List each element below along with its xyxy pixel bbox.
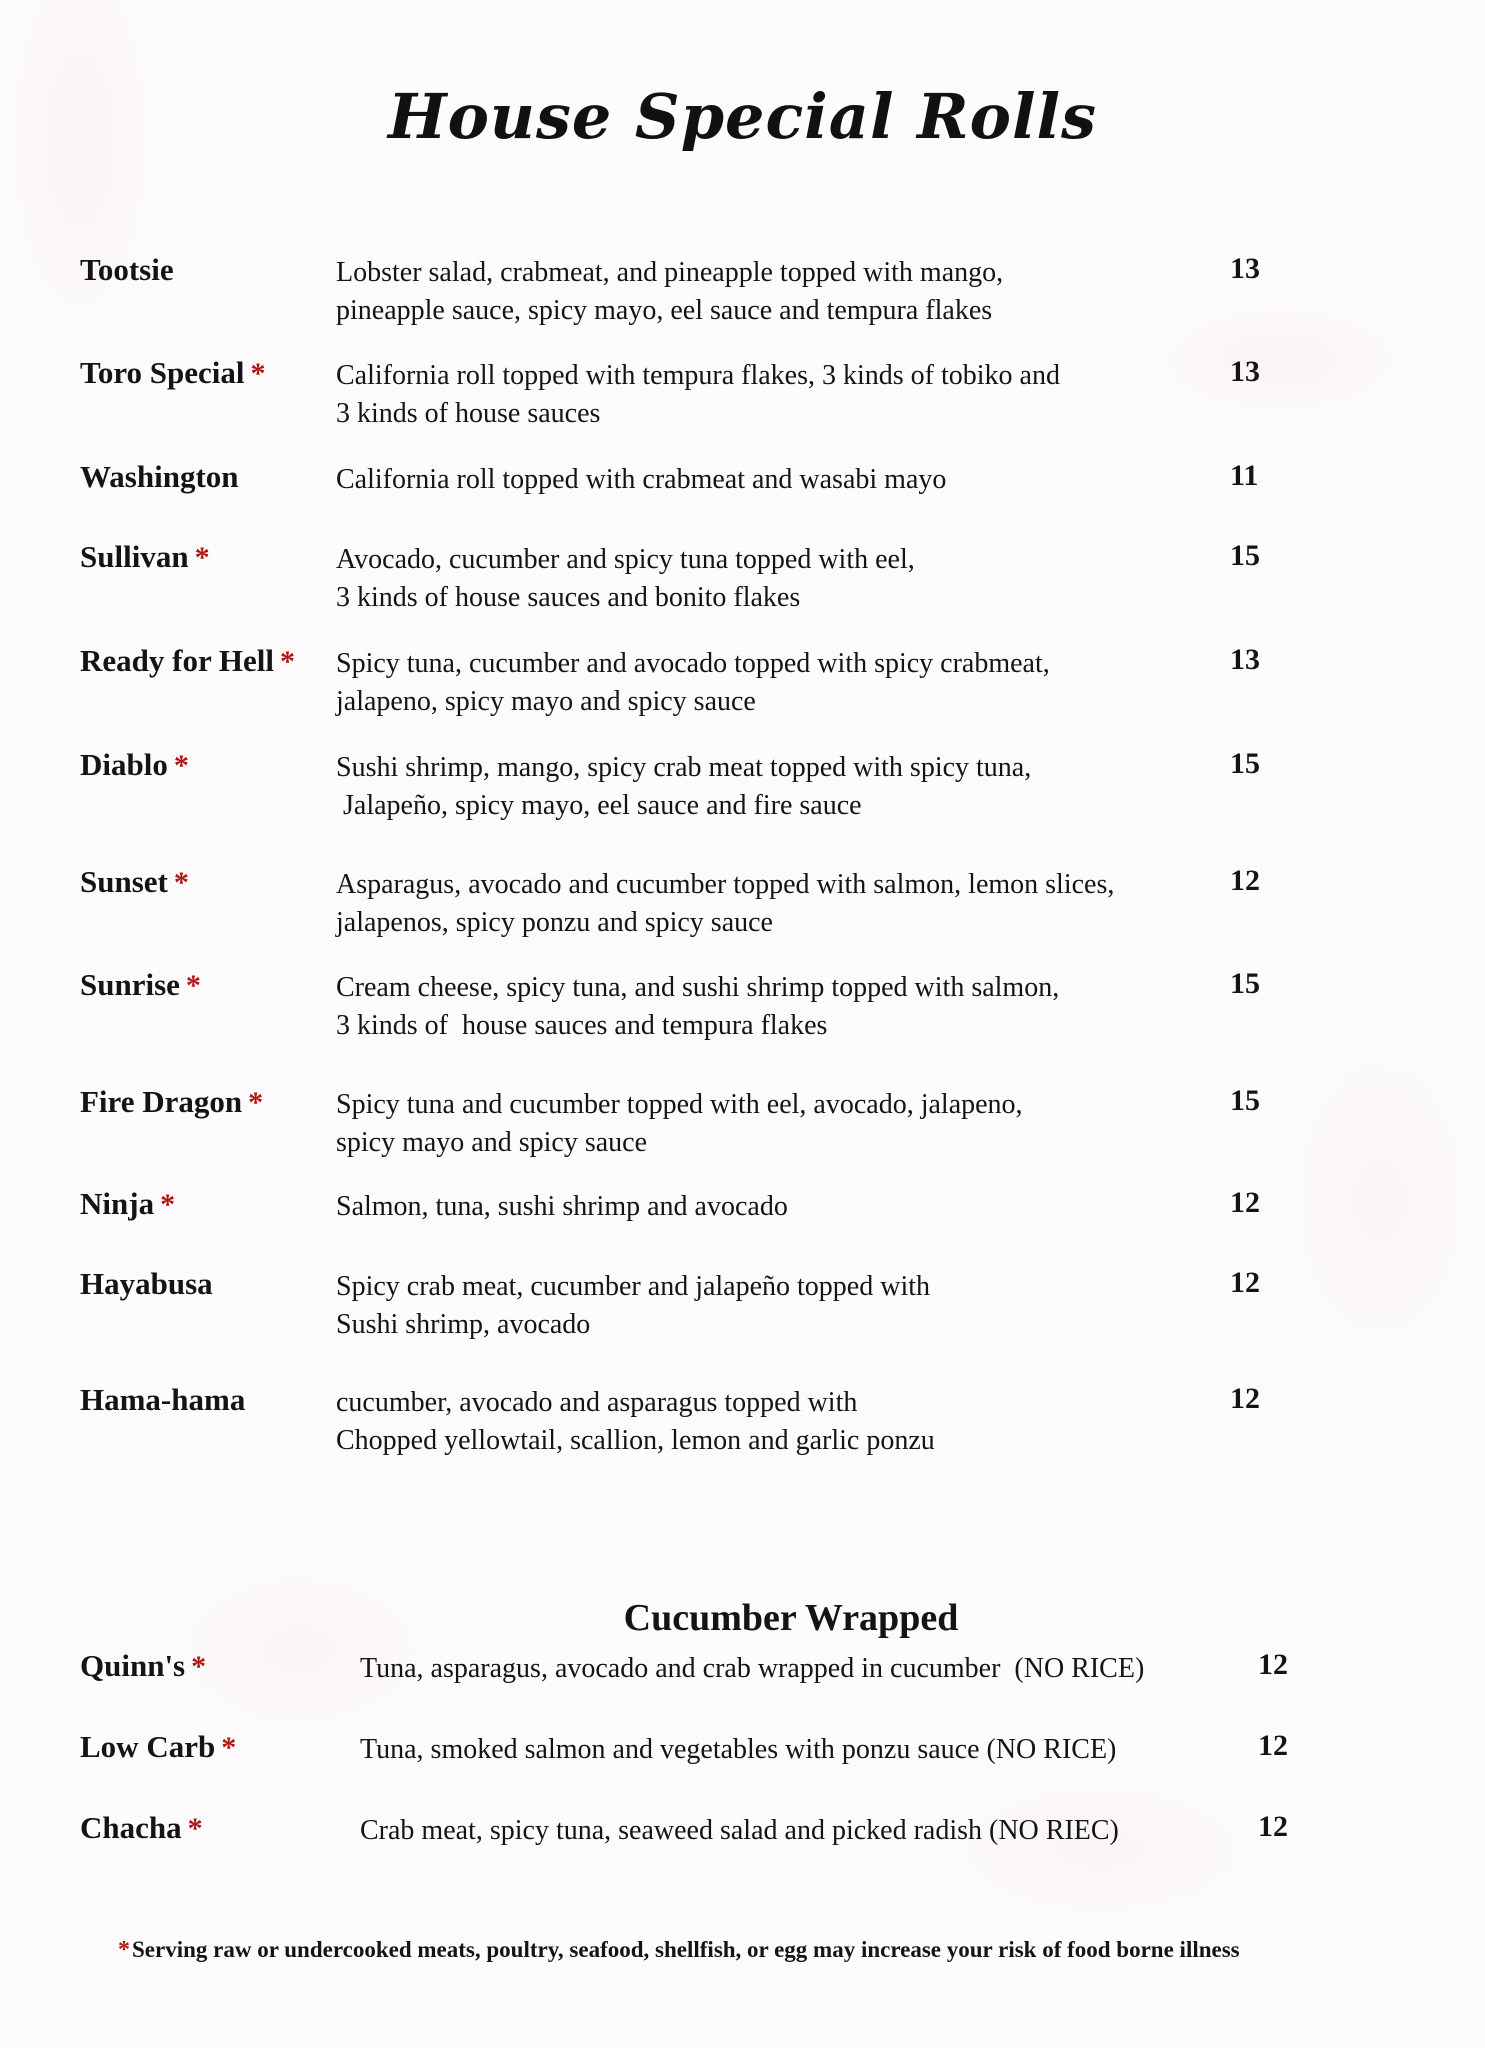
item-description	[336, 461, 1216, 499]
item-name-text: Washington	[80, 459, 239, 494]
item-description	[336, 541, 1216, 617]
description-line: 3 kinds of house sauces and bonito flakes	[336, 582, 801, 613]
description-line: Spicy crab meat, cucumber and jalapeño topped with	[336, 1271, 931, 1302]
item-name	[80, 1186, 175, 1222]
description-line: Avocado, cucumber and spicy tuna topped with eel,	[336, 544, 915, 575]
item-name-text: Toro Special	[80, 355, 245, 390]
item-description	[360, 1731, 1260, 1769]
description-line: jalapeno, spicy mayo and spicy sauce	[336, 686, 756, 717]
item-description	[336, 254, 1216, 330]
raw-food-warning	[118, 1937, 1458, 1964]
item-name	[80, 1648, 206, 1684]
item-name	[80, 459, 239, 495]
item-price: 13	[1230, 355, 1260, 388]
item-price: 13	[1230, 643, 1260, 676]
item-name	[80, 1810, 203, 1846]
description-line: Spicy tuna, cucumber and avocado topped with spicy crabmeat,	[336, 648, 1050, 679]
warning-text: Serving raw or undercooked meats, poultry, seafood, shellfish, or egg may increase your risk of food borne illness	[132, 1937, 1240, 1962]
description-line: Cream cheese, spicy tuna, and sushi shrimp topped with salmon,	[336, 972, 1060, 1003]
item-name-text: Chacha	[80, 1810, 182, 1845]
item-description	[336, 749, 1216, 825]
item-description	[336, 969, 1216, 1045]
item-name-text: Sunrise	[80, 967, 180, 1002]
item-price: 15	[1230, 747, 1260, 780]
item-price: 12	[1230, 1266, 1260, 1299]
item-name	[80, 1084, 263, 1120]
description-line: 3 kinds of house sauces and tempura flakes	[336, 1010, 828, 1041]
item-name-text: Sullivan	[80, 539, 189, 574]
item-name-text: Hama-hama	[80, 1382, 246, 1417]
description-line: Chopped yellowtail, scallion, lemon and garlic ponzu	[336, 1425, 935, 1456]
raw-warning-star-icon: *	[280, 645, 296, 678]
description-line: Salmon, tuna, sushi shrimp and avocado	[336, 1191, 788, 1222]
description-line: Crab meat, spicy tuna, seaweed salad and picked radish (NO RIEC)	[360, 1815, 1119, 1846]
item-price: 12	[1258, 1648, 1288, 1681]
description-line: Asparagus, avocado and cucumber topped with salmon, lemon slices,	[336, 869, 1115, 900]
item-price: 12	[1230, 1186, 1260, 1219]
item-price: 12	[1230, 1382, 1260, 1415]
item-price: 15	[1230, 539, 1260, 572]
raw-warning-star-icon: *	[160, 1188, 176, 1221]
item-name-text: Diablo	[80, 747, 168, 782]
item-name	[80, 864, 189, 900]
item-description	[336, 1188, 1216, 1226]
item-name	[80, 539, 210, 575]
description-line: Sushi shrimp, avocado	[336, 1309, 591, 1340]
section-title-cucumber-wrapped: Cucumber Wrapped	[623, 1597, 959, 1639]
description-line: cucumber, avocado and asparagus topped with	[336, 1387, 858, 1418]
item-name-text: Fire Dragon	[80, 1084, 243, 1119]
description-line: jalapenos, spicy ponzu and spicy sauce	[336, 907, 773, 938]
item-name	[80, 747, 189, 783]
description-line: Lobster salad, crabmeat, and pineapple topped with mango,	[336, 257, 1004, 288]
item-name	[80, 1729, 236, 1765]
item-description	[360, 1650, 1260, 1688]
description-line: California roll topped with tempura flakes, 3 kinds of tobiko and	[336, 360, 1060, 391]
item-name	[80, 1266, 213, 1302]
item-name-text: Ready for Hell	[80, 643, 275, 678]
item-name-text: Hayabusa	[80, 1266, 213, 1301]
description-line: 3 kinds of house sauces	[336, 398, 601, 429]
item-name-text: Ninja	[80, 1186, 155, 1221]
item-description	[336, 866, 1216, 942]
item-name	[80, 967, 201, 1003]
item-price: 15	[1230, 1084, 1260, 1117]
item-description	[336, 357, 1216, 433]
raw-warning-star-icon: *	[187, 1812, 203, 1845]
item-price: 15	[1230, 967, 1260, 1000]
item-price: 12	[1258, 1810, 1288, 1843]
description-line: Jalapeño, spicy mayo, eel sauce and fire sauce	[336, 790, 862, 821]
item-description	[336, 1384, 1216, 1460]
item-name	[80, 355, 266, 391]
item-name-text: Quinn's	[80, 1648, 186, 1683]
item-description	[360, 1812, 1260, 1850]
description-line: pineapple sauce, spicy mayo, eel sauce and tempura flakes	[336, 295, 993, 326]
raw-warning-star-icon: *	[221, 1731, 237, 1764]
item-price: 12	[1258, 1729, 1288, 1762]
description-line: Spicy tuna and cucumber topped with eel, avocado, jalapeno,	[336, 1089, 1023, 1120]
raw-warning-star-icon: *	[191, 1650, 207, 1683]
raw-warning-star-icon: *	[248, 1086, 264, 1119]
raw-warning-star-icon: *	[185, 969, 201, 1002]
item-price: 13	[1230, 252, 1260, 285]
raw-warning-star-icon: *	[250, 357, 266, 390]
item-price: 12	[1230, 864, 1260, 897]
raw-warning-star-icon: *	[173, 749, 189, 782]
description-line: Sushi shrimp, mango, spicy crab meat topped with spicy tuna,	[336, 752, 1032, 783]
item-name	[80, 643, 295, 679]
item-name-text: Sunset	[80, 864, 168, 899]
item-name-text: Tootsie	[80, 252, 174, 287]
description-line: Tuna, asparagus, avocado and crab wrapped in cucumber (NO RICE)	[360, 1653, 1145, 1684]
description-line: spicy mayo and spicy sauce	[336, 1127, 648, 1158]
item-name	[80, 252, 174, 288]
item-description	[336, 645, 1216, 721]
page-title: House Special Rolls	[387, 80, 1098, 153]
raw-warning-star-icon: *	[173, 866, 189, 899]
item-description	[336, 1268, 1216, 1344]
description-line: California roll topped with crabmeat and wasabi mayo	[336, 464, 947, 495]
raw-warning-star-icon: *	[194, 541, 210, 574]
item-name	[80, 1382, 245, 1418]
item-name-text: Low Carb	[80, 1729, 216, 1764]
star-icon: *	[118, 1937, 130, 1963]
description-line: Tuna, smoked salmon and vegetables with ponzu sauce (NO RICE)	[360, 1734, 1117, 1765]
item-price: 11	[1230, 459, 1259, 492]
item-description	[336, 1086, 1216, 1162]
